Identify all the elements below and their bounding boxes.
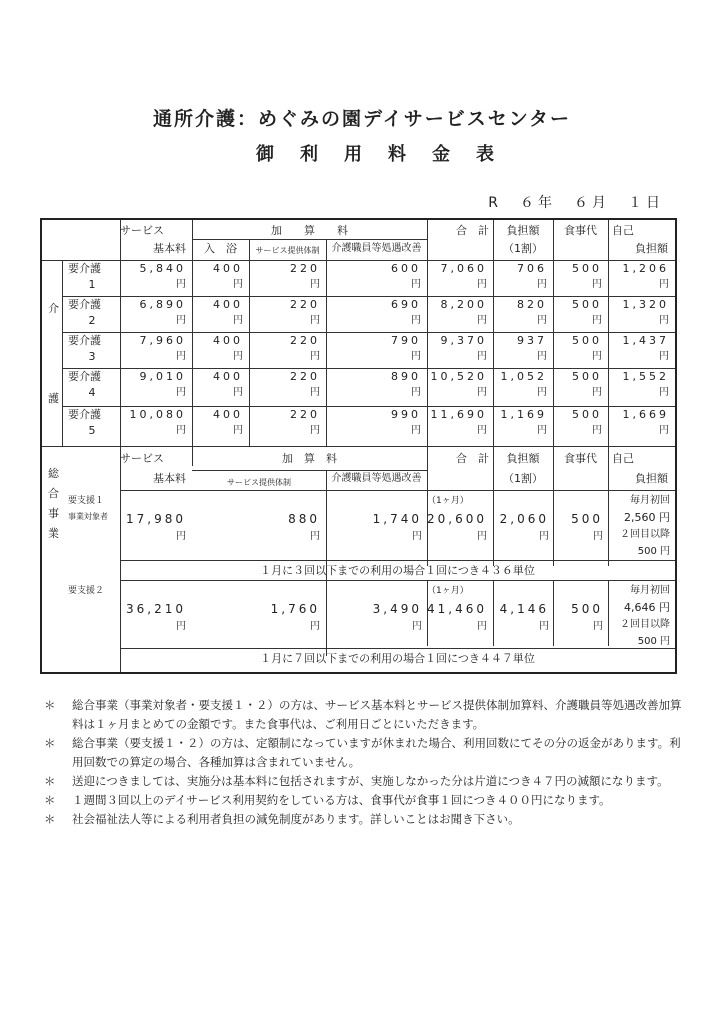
care-yen-burden: 円 [537,279,547,290]
sogo-self-line: ２回目以降 [620,529,670,540]
sogo-header-addition: 加 算 料 [282,452,337,465]
care-yen-base: 円 [176,279,186,290]
sogo-header-service-system: サービス提供体制 [227,478,291,487]
care-yen-self: 円 [659,315,669,326]
page-title: 通所介護：めぐみの園デイサービスセンター [153,108,571,130]
care-yen-total: 円 [477,315,487,326]
care-yen-staff: 円 [411,279,421,290]
care-level-label: 要介護 [68,370,101,383]
sogo-level-label: 要支援１ [68,496,105,506]
care-level-label: 要介護 [68,334,101,347]
sogo-cell-base: 17,980 [126,512,186,526]
sogo-yen-total: 円 [477,531,487,542]
grid-line [62,368,675,369]
care-group-label-bottom: 護 [48,392,59,405]
sogo-self-line: 4,646 円 [624,601,670,614]
care-yen-bath: 円 [233,425,243,436]
grid-line [326,580,327,656]
care-level-label: 要介護 [68,408,101,421]
care-cell-staff: 990 [391,408,421,421]
grid-line [62,296,675,297]
care-cell-burden: 820 [517,298,547,311]
sogo-cell-staff: 1,740 [372,512,422,526]
care-yen-staff: 円 [411,315,421,326]
note-item: ＊ 総合事業（要支援１・２）の方は、定額制になっていますが休まれた場合、利用回数にてその分の返金があります。利用回数での算定の場合、各種加算は含まれていません。 [44,736,681,769]
care-yen-base: 円 [176,387,186,398]
sogo-self-line: 毎月初回 [630,495,670,506]
note-item: ＊ 総合事業（事業対象者・要支援１・２）の方は、サービス基本料とサービス提供体制加算料、介護職員等処遇改善加算料は１ヶ月まとめての金額です。また食事代は、ご利用日ごとにいただきます。 [44,698,682,731]
sogo-footnote: １月に７回以下までの利用の場合１回につき４４７単位 [260,652,535,665]
grid-line [120,490,675,491]
note-item: ＊ 送迎につきましては、実施分は基本料に包括されますが、実施しなかった分は片道につき４７円の減額になります。 [44,774,669,788]
header-total: 合 計 [456,224,489,237]
care-yen-meal: 円 [592,387,602,398]
care-level-number: 3 [88,350,96,363]
care-level-number: 5 [88,424,96,437]
sogo-footnote: １月に３回以下までの利用の場合１回につき４３６単位 [260,564,535,577]
sogo-header-burden-bottom: （1割） [503,472,543,485]
care-cell-meal: 500 [572,334,602,347]
header-meal: 食事代 [564,224,597,237]
grid-line [62,406,675,407]
care-yen-total: 円 [477,279,487,290]
note-item: ＊ 社会福祉法人等による利用者負担の減免制度があります。詳しいことはお聞き下さい。 [44,812,520,826]
care-cell-bath: 400 [213,298,243,311]
sogo-cell-base: 36,210 [126,602,186,616]
care-cell-burden: 1,052 [500,370,547,383]
care-yen-base: 円 [176,315,186,326]
sogo-header-service-bottom: 基本料 [153,472,186,485]
sogo-self-line: ２回目以降 [620,619,670,630]
sogo-yen-total: 円 [477,621,487,632]
care-yen-self: 円 [659,351,669,362]
care-cell-burden: 1,169 [500,408,547,421]
care-cell-total: 9,370 [440,334,487,347]
care-cell-self: 1,669 [622,408,669,421]
header-staff-improve: 介護職員等処遇改善 [331,243,422,254]
header-service-bottom: 基本料 [153,242,186,255]
care-group-label-top: 介 [48,302,59,315]
grid-line [192,470,427,471]
sogo-cell-staff: 3,490 [372,602,422,616]
care-cell-meal: 500 [572,408,602,421]
care-cell-self: 1,206 [622,262,669,275]
document-date: R ６年 ６月 １日 [488,195,664,211]
grid-line [62,260,63,446]
sogo-cell-total: 41,460 [427,602,487,616]
sogo-header-self-top: 自己 [612,452,634,465]
sogo-sub-label: 事業対象者 [68,512,108,521]
care-cell-bath: 400 [213,262,243,275]
sogo-header-total: 合 計 [456,452,489,465]
sogo-self-line: 毎月初回 [630,585,670,596]
sogo-cell-meal: 500 [571,602,603,616]
care-cell-system: 220 [290,262,320,275]
care-cell-total: 10,520 [430,370,487,383]
care-yen-burden: 円 [537,387,547,398]
notes-list [44,696,684,829]
care-cell-staff: 690 [391,298,421,311]
care-level-label: 要介護 [68,262,101,275]
header-burden-top: 負担額 [506,224,540,237]
sogo-self-line: 500 円 [637,636,670,647]
header-burden-bottom: （1割） [503,242,543,255]
care-cell-self: 1,320 [622,298,669,311]
care-cell-base: 9,010 [139,370,186,383]
sogo-group-label: 総 合 事 業 [48,467,59,540]
care-cell-total: 8,200 [440,298,487,311]
sogo-period: （1ヶ月） [427,496,469,506]
sogo-cell-meal: 500 [571,512,603,526]
header-service-top: サービス [120,224,164,237]
grid-line [42,446,675,447]
sogo-self-line: 2,560 円 [624,511,670,524]
care-level-number: 1 [88,278,96,291]
care-cell-base: 5,840 [139,262,186,275]
note-item: ＊ １週間３回以上のデイサービス利用契約をしている方は、食事代が食事１回につき４００円になります。 [44,793,611,807]
care-yen-system: 円 [310,387,320,398]
care-cell-staff: 790 [391,334,421,347]
sogo-yen-burden: 円 [539,621,549,632]
care-yen-meal: 円 [592,425,602,436]
care-yen-bath: 円 [233,351,243,362]
care-cell-meal: 500 [572,370,602,383]
care-cell-base: 7,960 [139,334,186,347]
care-cell-staff: 890 [391,370,421,383]
sogo-yen-staff: 円 [412,621,422,632]
care-level-label: 要介護 [68,298,101,311]
header-addition: 加 算 料 [271,224,348,237]
care-cell-staff: 600 [391,262,421,275]
sogo-header-self-bottom: 負担額 [635,472,668,485]
sogo-yen-base: 円 [176,531,186,542]
care-yen-total: 円 [477,425,487,436]
care-cell-system: 220 [290,298,320,311]
grid-line [42,260,675,261]
care-cell-bath: 400 [213,334,243,347]
care-cell-bath: 400 [213,408,243,421]
grid-line [192,239,427,240]
care-cell-burden: 706 [517,262,547,275]
sogo-cell-total: 20,600 [427,512,487,526]
care-yen-bath: 円 [233,315,243,326]
header-self-top: 自己 [612,224,634,237]
care-yen-system: 円 [310,425,320,436]
care-yen-system: 円 [310,351,320,362]
care-yen-base: 円 [176,425,186,436]
grid-line [120,648,675,649]
sogo-header-meal: 食事代 [564,452,597,465]
header-bath: 入 浴 [204,242,237,255]
care-yen-bath: 円 [233,279,243,290]
sogo-yen-staff: 円 [412,531,422,542]
sogo-cell-system: 880 [288,512,320,526]
sogo-yen-meal: 円 [593,531,603,542]
sogo-header-burden-top: 負担額 [506,452,540,465]
grid-line [120,560,675,561]
page-subtitle: 御利用料金表 [256,144,520,165]
care-yen-staff: 円 [411,351,421,362]
care-level-number: 2 [88,314,96,327]
sogo-yen-meal: 円 [593,621,603,632]
care-yen-burden: 円 [537,315,547,326]
care-yen-burden: 円 [537,425,547,436]
care-yen-self: 円 [659,425,669,436]
care-cell-base: 10,080 [129,408,186,421]
sogo-cell-system: 1,760 [270,602,320,616]
care-yen-base: 円 [176,351,186,362]
care-yen-total: 円 [477,387,487,398]
care-cell-base: 6,890 [139,298,186,311]
care-yen-bath: 円 [233,387,243,398]
fee-table [40,218,677,674]
care-yen-self: 円 [659,387,669,398]
sogo-yen-system: 円 [310,531,320,542]
care-cell-total: 11,690 [430,408,487,421]
sogo-level-label: 要支援２ [68,586,105,596]
sogo-header-service-top: サービス [120,452,164,465]
care-level-number: 4 [88,386,96,399]
sogo-cell-burden: 2,060 [499,512,549,526]
care-yen-system: 円 [310,279,320,290]
sogo-yen-system: 円 [310,621,320,632]
care-yen-self: 円 [659,279,669,290]
sogo-self-line: 500 円 [637,546,670,557]
care-cell-meal: 500 [572,298,602,311]
sogo-yen-burden: 円 [539,531,549,542]
care-cell-system: 220 [290,334,320,347]
care-yen-staff: 円 [411,387,421,398]
care-cell-self: 1,437 [622,334,669,347]
care-cell-meal: 500 [572,262,602,275]
care-cell-system: 220 [290,408,320,421]
care-cell-bath: 400 [213,370,243,383]
care-cell-burden: 937 [517,334,547,347]
sogo-period: （1ヶ月） [427,586,469,596]
care-yen-meal: 円 [592,315,602,326]
sogo-header-staff-improve: 介護職員等処遇改善 [331,473,422,484]
care-yen-burden: 円 [537,351,547,362]
header-service-system: サービス提供体制 [255,246,320,255]
care-yen-meal: 円 [592,279,602,290]
care-cell-total: 7,060 [440,262,487,275]
care-cell-system: 220 [290,370,320,383]
grid-line [62,332,675,333]
care-yen-meal: 円 [592,351,602,362]
grid-line [120,580,675,581]
care-yen-total: 円 [477,351,487,362]
header-self-bottom: 負担額 [635,242,668,255]
care-yen-staff: 円 [411,425,421,436]
care-cell-self: 1,552 [622,370,669,383]
sogo-yen-base: 円 [176,621,186,632]
sogo-cell-burden: 4,146 [499,602,549,616]
care-yen-system: 円 [310,315,320,326]
